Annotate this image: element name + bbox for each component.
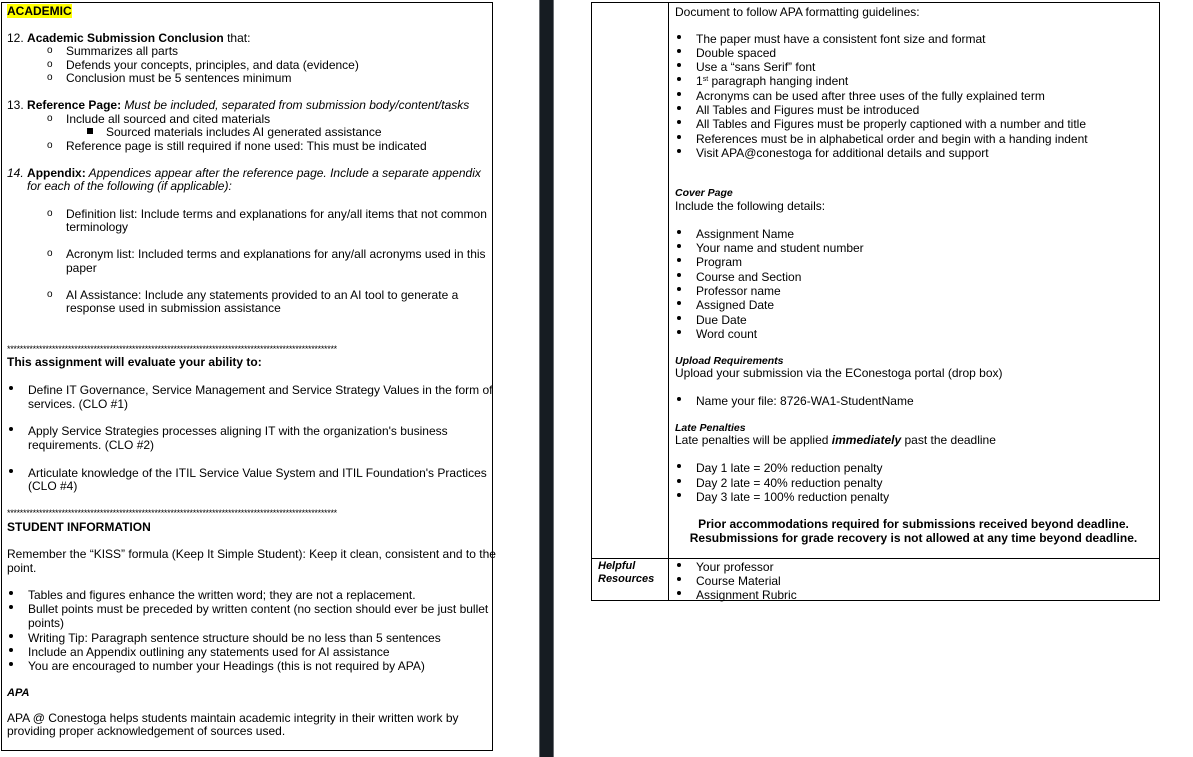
circle-bullet-icon: o: [47, 72, 53, 83]
upload-intro: Upload your submission via the EConestoga portal (drop box): [675, 366, 1003, 380]
circle-bullet-icon: o: [47, 113, 53, 124]
item-12-heading: [7, 31, 250, 45]
point-text: Apply Service Strategies processes aligning IT with the organization's business: [28, 424, 448, 438]
table-column-divider: [668, 3, 669, 600]
point-text: Your name and student number: [696, 241, 864, 255]
apa-intro: Document to follow APA formatting guidelines:: [675, 5, 920, 19]
point-text: Articulate knowledge of the ITIL Service Value System and ITIL Foundation's Practices: [28, 466, 487, 480]
point-text: Assigned Date: [696, 298, 775, 312]
bullet-icon: [677, 120, 681, 124]
resources-label-cont: Resources: [598, 573, 655, 585]
point-text-cont: terminology: [66, 220, 129, 234]
bullet-icon: [9, 662, 13, 666]
point-text: Summarizes all parts: [66, 44, 179, 58]
item-14-number: 14.: [7, 166, 24, 180]
bullet-icon: [677, 397, 681, 401]
bullet-icon: [677, 49, 681, 53]
point-text: Due Date: [696, 313, 747, 327]
point-text: Tables and figures enhance the written word; they are not a replacement.: [28, 588, 416, 602]
point-text: Bullet points must be preceded by written content (no section should ever be just bullet: [28, 602, 489, 616]
item-14-desc: Appendices appear after the reference page. Include a separate appendix: [88, 166, 481, 180]
item-12-number: 12.: [7, 31, 24, 45]
bullet-icon: [677, 244, 681, 248]
item-13-desc: Must be included, separated from submission body/content/tasks: [124, 98, 470, 112]
bullet-icon: [677, 479, 681, 483]
bullet-icon: [9, 605, 13, 609]
bullet-icon: [677, 464, 681, 468]
ordinal-suffix: st: [702, 76, 709, 83]
bullet-icon: [9, 591, 13, 595]
point-text: Acronym list: Included terms and explanations for any/all acronyms used in this: [66, 247, 486, 261]
item-13-title: Reference Page:: [27, 98, 122, 112]
academic-heading-text: ACADEMIC: [7, 4, 72, 18]
point-text-cont: paper: [66, 261, 97, 275]
point-text: Reference page is still required if none used: This must be indicated: [66, 139, 427, 153]
bullet-icon: [9, 427, 13, 431]
bullet-icon: [9, 386, 13, 390]
point-text: Course and Section: [696, 270, 802, 284]
bullet-icon: [677, 149, 681, 153]
point-text-cont: services. (CLO #1): [28, 397, 129, 411]
bullet-icon: [677, 63, 681, 67]
bullet-icon: [677, 287, 681, 291]
right-page-table: [591, 2, 1160, 601]
item-13-heading: [7, 98, 469, 112]
square-bullet-icon: [87, 128, 93, 134]
bullet-icon: [677, 77, 681, 81]
bullet-icon: [677, 563, 681, 567]
accommodation-note: Prior accommodations required for submissions received beyond deadline.: [698, 517, 1129, 531]
bullet-icon: [677, 230, 681, 234]
circle-bullet-icon: o: [47, 45, 53, 56]
point-text: Day 1 late = 20% reduction penalty: [696, 461, 883, 475]
point-text-cont: (CLO #4): [28, 479, 78, 493]
apa-text-cont: providing proper acknowledgement of sources used.: [7, 724, 286, 738]
point-text-cont: requirements. (CLO #2): [28, 438, 155, 452]
subpoint-text: Sourced materials includes AI generated assistance: [106, 125, 382, 139]
point-text-cont: points): [28, 616, 65, 630]
circle-bullet-icon: o: [47, 140, 53, 151]
point-text: Visit APA@conestoga for additional details and support: [696, 146, 989, 160]
point-text: Include all sourced and cited materials: [66, 112, 271, 126]
page-divider: [539, 0, 554, 757]
student-info-heading: STUDENT INFORMATION: [7, 520, 151, 534]
point-text: You are encouraged to number your Headings (this is not required by APA): [28, 659, 425, 673]
bullet-icon: [677, 316, 681, 320]
point-text: Defends your concepts, principles, and data (evidence): [66, 58, 359, 72]
bullet-icon: [9, 469, 13, 473]
bullet-icon: [677, 106, 681, 110]
cover-page-heading: Cover Page: [675, 187, 733, 199]
star-separator: *******************************************************************************************************: [7, 344, 337, 354]
kiss-text: Remember the “KISS” formula (Keep It Simple Student): Keep it clean, consistent and to the: [7, 547, 496, 561]
point-text: Assignment Name: [696, 227, 795, 241]
bullet-icon: [677, 301, 681, 305]
upload-heading: Upload Requirements: [675, 355, 784, 367]
item-12-suffix: that:: [223, 31, 251, 45]
point-text: Include an Appendix outlining any statements used for AI assistance: [28, 645, 390, 659]
point-text: Professor name: [696, 284, 781, 298]
point-text: All Tables and Figures must be introduced: [696, 103, 920, 117]
point-text: Word count: [696, 327, 758, 341]
circle-bullet-icon: o: [47, 248, 53, 259]
point-text: Definition list: Include terms and explanations for any/all items that not common: [66, 207, 487, 221]
cover-page-intro: Include the following details:: [675, 199, 826, 213]
point-text: Use a “sans Serif” font: [696, 60, 816, 74]
evaluate-heading: This assignment will evaluate your ability to:: [7, 355, 262, 369]
point-text: Conclusion must be 5 sentences minimum: [66, 71, 292, 85]
bullet-icon: [677, 92, 681, 96]
bullet-icon: [9, 634, 13, 638]
late-penalties-intro: [675, 433, 996, 447]
point-text: Define IT Governance, Service Management and Service Strategy Values in the form of: [28, 383, 493, 397]
point-text: All Tables and Figures must be properly captioned with a number and title: [696, 117, 1086, 131]
point-text: Course Material: [696, 574, 781, 588]
bullet-icon: [677, 258, 681, 262]
point-text-rest: paragraph hanging indent: [711, 74, 849, 88]
kiss-text-cont: point.: [7, 561, 37, 575]
circle-bullet-icon: o: [47, 208, 53, 219]
late-intro-after: past the deadline: [901, 433, 996, 447]
point-text: Your professor: [696, 560, 774, 574]
resubmission-note: Resubmissions for grade recovery is not allowed at any time beyond deadline.: [689, 531, 1138, 545]
apa-heading: APA: [7, 687, 30, 699]
point-text: Day 2 late = 40% reduction penalty: [696, 476, 883, 490]
point-text: [696, 74, 848, 88]
item-14-desc-cont: for each of the following (if applicable):: [27, 179, 232, 193]
item-14-heading: [7, 166, 481, 180]
point-text: Name your file: 8726-WA1-StudentName: [696, 394, 914, 408]
point-text: Double spaced: [696, 46, 777, 60]
late-intro-emphasis: immediately: [831, 433, 902, 447]
point-text: Acronyms can be used after three uses of the fully explained term: [696, 89, 1045, 103]
item-13-number: 13.: [7, 98, 24, 112]
table-row-divider: [592, 558, 1159, 559]
point-text: Writing Tip: Paragraph sentence structure should be no less than 5 sentences: [28, 631, 441, 645]
point-text: Assignment Rubric: [696, 588, 797, 602]
ordinal-number: 1: [696, 74, 703, 88]
bullet-icon: [677, 135, 681, 139]
item-14-title: Appendix:: [27, 166, 86, 180]
point-text: Day 3 late = 100% reduction penalty: [696, 490, 890, 504]
star-separator: *******************************************************************************************************: [7, 508, 337, 518]
point-text: References must be in alphabetical order and begin with a handing indent: [696, 132, 1088, 146]
bullet-icon: [9, 648, 13, 652]
academic-heading: [7, 4, 72, 18]
point-text: AI Assistance: Include any statements provided to an AI tool to generate a: [66, 288, 459, 302]
bullet-icon: [677, 330, 681, 334]
bullet-icon: [677, 493, 681, 497]
bullet-icon: [677, 35, 681, 39]
resources-label: Helpful: [598, 560, 636, 572]
bullet-icon: [677, 273, 681, 277]
late-intro-before: Late penalties will be applied: [675, 433, 832, 447]
item-12-title: Academic Submission Conclusion: [27, 31, 224, 45]
point-text: Program: [696, 255, 743, 269]
apa-text: APA @ Conestoga helps students maintain academic integrity in their written work by: [7, 711, 459, 725]
point-text: The paper must have a consistent font size and format: [696, 32, 986, 46]
bullet-icon: [677, 577, 681, 581]
point-text-cont: response used in submission assistance: [66, 301, 281, 315]
late-penalties-heading: Late Penalties: [675, 422, 746, 434]
circle-bullet-icon: o: [47, 59, 53, 70]
bullet-icon: [677, 591, 681, 595]
circle-bullet-icon: o: [47, 289, 53, 300]
